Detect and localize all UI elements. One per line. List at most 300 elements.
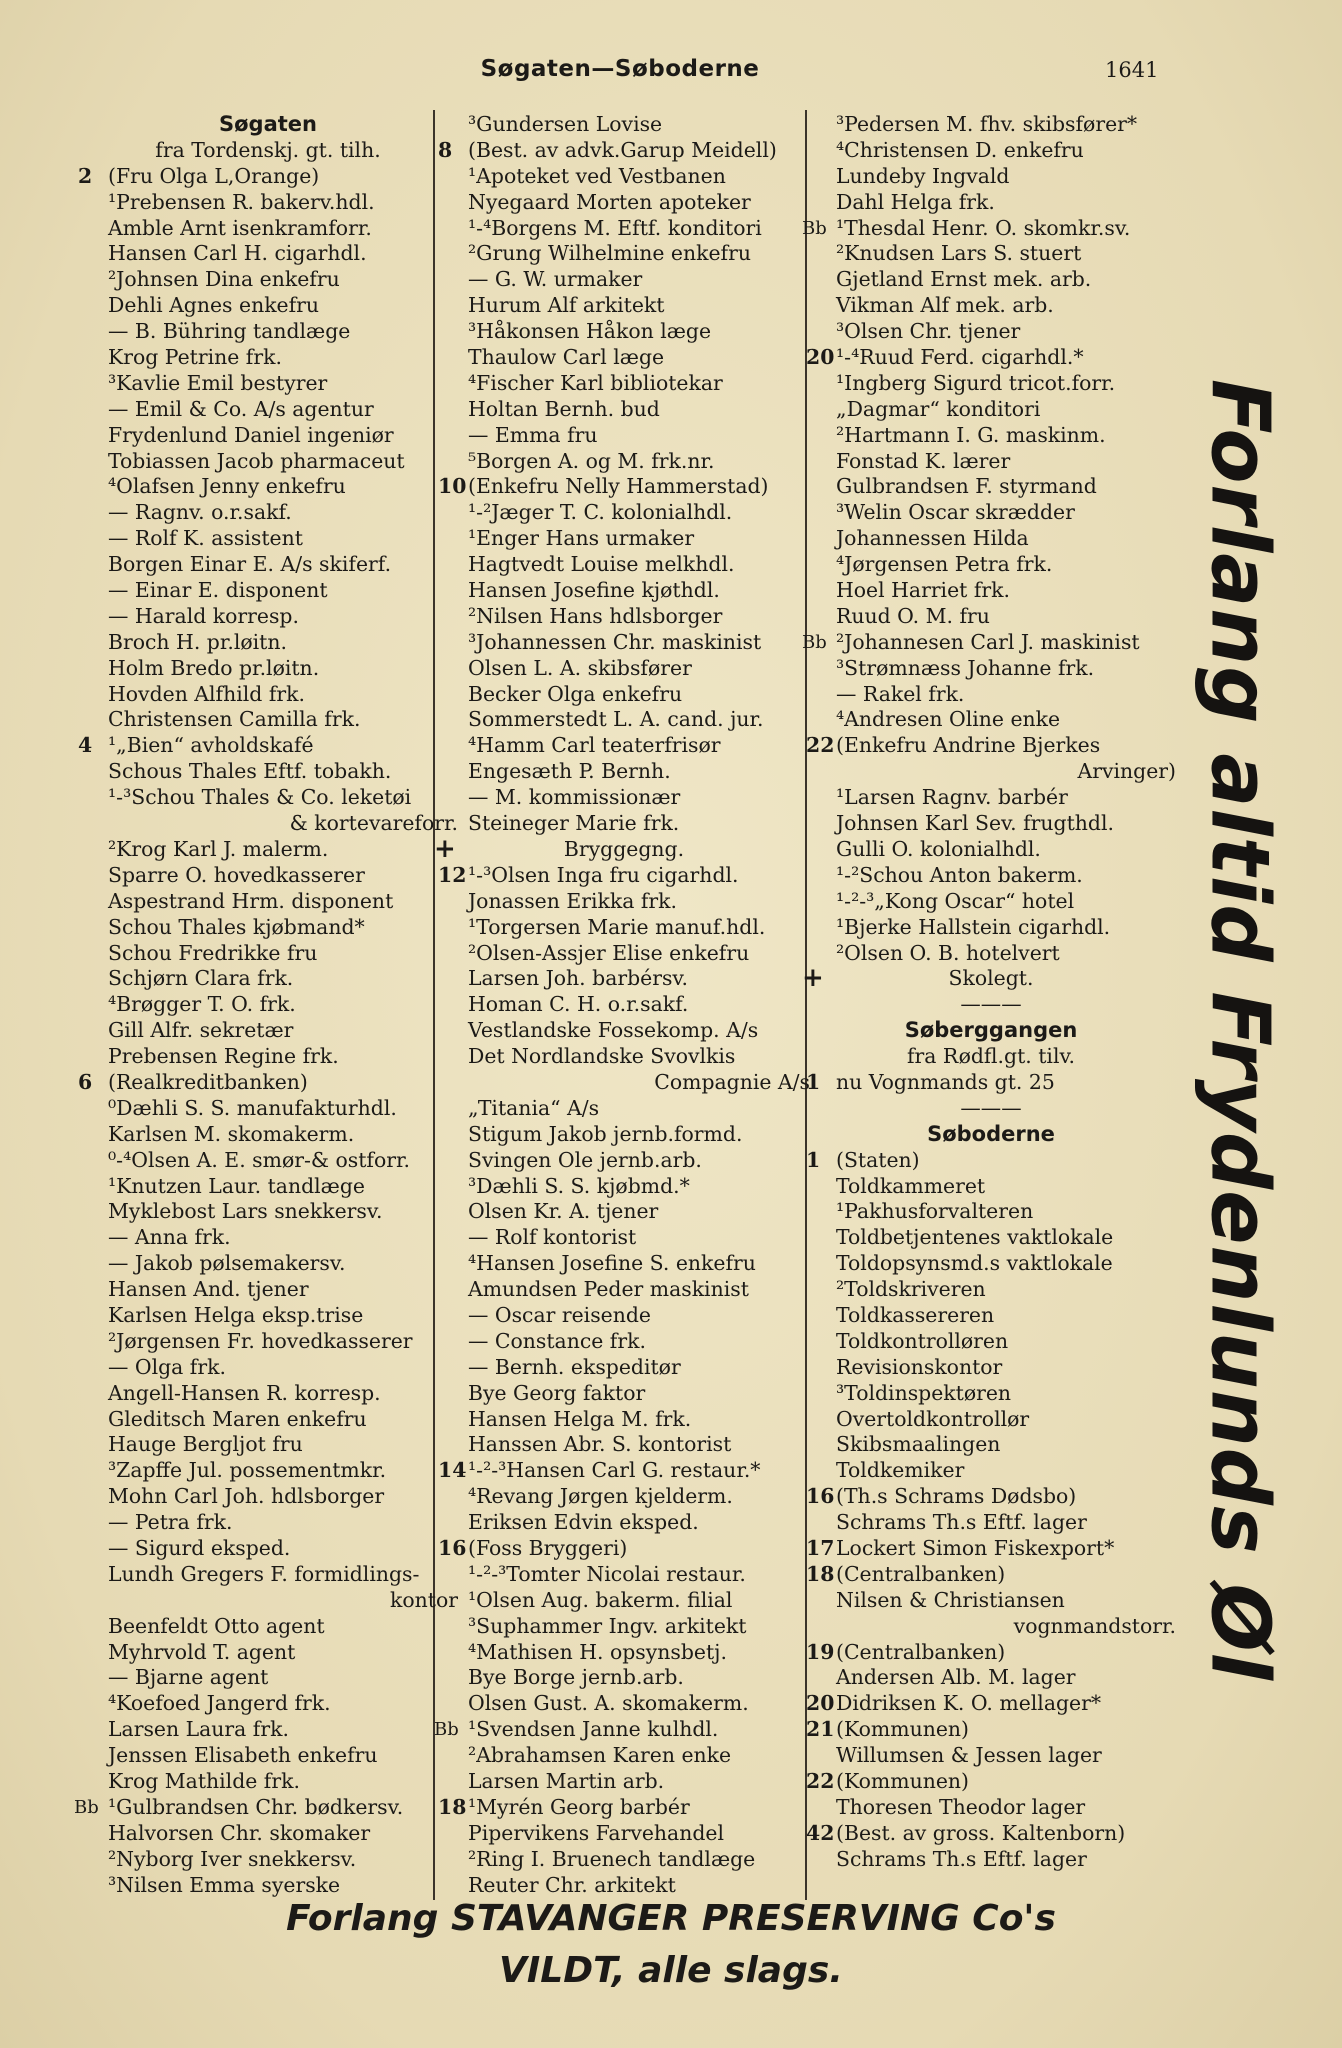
directory-entry	[806, 112, 1176, 138]
entry-text: Olsen Kr. A. tjener	[468, 1199, 659, 1224]
directory-entry	[438, 941, 810, 967]
entry-text: ²Hartmann I. G. maskinm.	[836, 422, 1106, 447]
entry-text: — Rolf kontorist	[468, 1225, 637, 1250]
entry-text: Schrams Th.s Eftf. lager	[836, 1510, 1087, 1535]
entry-text: Skibsmaalingen	[836, 1432, 1001, 1457]
directory-entry	[438, 785, 810, 811]
entry-text: Larsen Joh. barbérsv.	[468, 966, 689, 991]
entry-text: Christensen Camilla frk.	[108, 707, 361, 732]
directory-entry	[806, 1407, 1176, 1433]
directory-entry	[438, 1665, 810, 1691]
directory-entry	[438, 216, 810, 242]
directory-entry	[78, 1381, 458, 1407]
house-number: 21	[806, 1717, 835, 1742]
directory-entry	[438, 656, 810, 682]
directory-entry	[806, 449, 1176, 475]
directory-entry	[78, 1640, 458, 1666]
directory-entry	[78, 1277, 458, 1303]
entry-text: ³Gundersen Lovise	[468, 112, 663, 136]
entry-text: Hagtvedt Louise melkhdl.	[468, 552, 735, 577]
directory-entry	[78, 371, 458, 397]
directory-entry	[806, 1355, 1176, 1381]
directory-entry	[806, 1691, 1176, 1717]
centered-line: fra Tordenskj. gt. tilh.	[155, 137, 381, 162]
entry-text: ²Olsen O. B. hotelvert	[836, 940, 1060, 965]
directory-entry	[78, 1148, 458, 1174]
entry-text: ³Kavlie Emil bestyrer	[108, 370, 328, 395]
section-heading: Søberggangen	[904, 1018, 1078, 1043]
directory-entry	[434, 1717, 810, 1743]
floor-marker: Bb	[802, 631, 827, 653]
directory-entry	[78, 1251, 458, 1277]
directory-entry	[78, 707, 458, 733]
entry-text: ³Zapffe Jul. possementmkr.	[108, 1458, 387, 1483]
directory-entry	[438, 345, 810, 371]
directory-entry	[802, 963, 1176, 994]
entry-text: Ruud O. M. fru	[836, 603, 990, 628]
entry-text: Thaulow Carl læge	[468, 345, 665, 370]
directory-entry	[78, 216, 458, 242]
directory-entry	[78, 759, 458, 785]
entry-text: ¹-³Schou Thales & Co. leketøi	[108, 785, 412, 810]
entry-text: Schou Thales kjøbmand*	[108, 914, 365, 939]
house-number: 22	[806, 1769, 835, 1793]
directory-entry	[806, 1225, 1176, 1251]
directory-entry	[78, 319, 458, 345]
directory-entry	[806, 319, 1176, 345]
directory-entry	[438, 552, 810, 578]
entry-text: ¹Gulbrandsen Chr. bødkersv.	[108, 1794, 404, 1819]
directory-entry	[78, 863, 458, 889]
entry-text: ¹Svendsen Janne kulhdl.	[468, 1717, 719, 1742]
entry-text: nu Vognmands gt. 25	[836, 1069, 1055, 1094]
directory-entry	[78, 1562, 458, 1588]
directory-entry	[78, 552, 458, 578]
entry-text: — Harald korresp.	[108, 603, 299, 628]
column-1	[74, 112, 458, 1898]
directory-entry	[438, 423, 810, 449]
directory-entry	[438, 1847, 810, 1873]
directory-entry	[78, 1821, 458, 1847]
entry-text: Broch H. pr.løitn.	[108, 629, 287, 654]
entry-text: ⁰Dæhli S. S. manufakturhdl.	[108, 1095, 397, 1120]
directory-entry	[438, 138, 810, 164]
directory-entry	[438, 1562, 810, 1588]
directory-entry	[78, 1484, 458, 1510]
entry-text: ³Nilsen Emma syerske	[108, 1872, 341, 1897]
floor-marker: Bb	[802, 217, 827, 239]
directory-entry	[806, 164, 1176, 190]
directory-entry	[806, 889, 1176, 915]
entry-text: Hurum Alf arkitekt	[468, 293, 665, 318]
directory-entry	[78, 526, 458, 552]
directory-entry	[438, 1640, 810, 1666]
house-number: 22	[806, 733, 835, 758]
directory-entry	[806, 1795, 1176, 1821]
entry-text: — Rakel frk.	[836, 681, 965, 706]
entry-text: ¹-⁴Ruud Ferd. cigarhdl.*	[836, 345, 1084, 370]
entry-text: ¹Bjerke Hallstein cigarhdl.	[836, 914, 1111, 939]
entry-text: Pipervikens Farvehandel	[468, 1820, 724, 1845]
entry-text: Amundsen Peder maskinist	[468, 1277, 749, 1302]
entry-text: Holtan Bernh. bud	[468, 396, 660, 421]
entry-text: „Dagmar“ konditori	[836, 396, 1041, 421]
directory-entry	[78, 1510, 458, 1536]
directory-entry	[438, 112, 810, 138]
entry-text: Gill Alfr. sekretær	[108, 1018, 294, 1043]
directory-entry	[78, 578, 458, 604]
entry-text: Andersen Alb. M. lager	[836, 1665, 1076, 1690]
entry-text: (Best. av gross. Kaltenborn)	[836, 1820, 1126, 1845]
entry-text: Gulli O. kolonialhdl.	[836, 836, 1041, 861]
entry-text: ¹-²Jæger T. C. kolonialhdl.	[468, 500, 733, 525]
house-number: 16	[806, 1484, 835, 1509]
page-number: 1641	[1105, 58, 1159, 82]
directory-entry	[78, 1873, 458, 1899]
house-number: 1	[806, 1069, 821, 1094]
directory-entry	[438, 371, 810, 397]
entry-text: ²Johannesen Carl J. maskinist	[836, 629, 1140, 654]
entry-text: Hanssen Abr. S. kontorist	[468, 1432, 732, 1457]
directory-entry	[78, 1407, 458, 1433]
entry-text: ⁴Fischer Karl bibliotekar	[468, 370, 723, 395]
directory-entry	[78, 138, 458, 164]
entry-text: Jenssen Elisabeth enkefru	[108, 1743, 378, 1768]
directory-entry	[806, 578, 1176, 604]
directory-entry	[438, 1510, 810, 1536]
entry-continuation: vognmandstorr.	[1013, 1613, 1176, 1638]
entry-text: ¹Prebensen R. bakerv.hdl.	[108, 189, 375, 214]
entry-text: Amble Arnt isenkramforr.	[108, 215, 372, 240]
entry-text: ⁴Christensen D. enkefru	[836, 137, 1084, 162]
directory-entry	[438, 474, 810, 500]
entry-text: Schrams Th.s Eftf. lager	[836, 1846, 1087, 1871]
directory-entry	[806, 1251, 1176, 1277]
entry-text: — Anna frk.	[108, 1225, 231, 1250]
entry-text: Hovden Alfhild frk.	[108, 681, 305, 706]
entry-text: Vestlandske Fossekomp. A/s	[468, 1018, 759, 1043]
entry-text: — Petra frk.	[108, 1510, 233, 1535]
entry-text: Prebensen Regine frk.	[108, 1044, 339, 1069]
directory-entry	[438, 604, 810, 630]
directory-entry	[78, 1536, 458, 1562]
entry-text: ²Toldskriveren	[836, 1277, 986, 1302]
house-number: 17	[806, 1535, 835, 1560]
entry-text: ⁴Mathisen H. opsynsbetj.	[468, 1639, 727, 1664]
entry-text: Hoel Harriet frk.	[836, 578, 1010, 603]
entry-text: Hansen And. tjener	[108, 1277, 309, 1302]
entry-text: Holm Bredo pr.løitn.	[108, 655, 320, 680]
entry-text: Homan C. H. o.r.sakf.	[468, 992, 689, 1017]
directory-entry	[438, 1484, 810, 1510]
directory-entry	[438, 889, 810, 915]
entry-text: ²Ring I. Bruenech tandlæge	[468, 1846, 756, 1871]
centered-line: ———	[960, 992, 1022, 1017]
house-number: 4	[78, 733, 93, 758]
directory-entry	[74, 1794, 458, 1821]
directory-entry	[438, 526, 810, 552]
entry-text: ⁴Hamm Carl teaterfrisør	[468, 733, 721, 758]
directory-entry	[806, 604, 1176, 630]
column-3	[802, 112, 1176, 1873]
entry-text: ¹Ingberg Sigurd tricot.forr.	[836, 370, 1116, 395]
directory-entry	[806, 785, 1176, 811]
entry-text: Engesæth P. Bernh.	[468, 759, 671, 784]
entry-text: Myhrvold T. agent	[108, 1639, 296, 1664]
directory-entry	[78, 267, 458, 293]
directory-entry	[806, 1303, 1176, 1329]
entry-text: (Kommunen)	[836, 1717, 970, 1742]
directory-entry	[78, 190, 458, 216]
directory-entry	[78, 811, 458, 837]
directory-entry	[806, 397, 1176, 423]
directory-entry	[806, 1769, 1176, 1795]
entry-text: ¹-²-³Tomter Nicolai restaur.	[468, 1561, 746, 1586]
entry-text: ¹-³Olsen Inga fru cigarhdl.	[468, 862, 739, 887]
entry-text: Hansen Helga M. frk.	[468, 1406, 692, 1431]
cross-street-marker: +	[802, 963, 824, 994]
directory-entry	[438, 1873, 810, 1899]
house-number: 10	[438, 474, 467, 499]
entry-text: Jonassen Erikka frk.	[468, 888, 677, 913]
entry-text: Stigum Jakob jernb.formd.	[468, 1121, 743, 1146]
directory-entry	[806, 500, 1176, 526]
directory-entry	[438, 1303, 810, 1329]
directory-entry	[438, 319, 810, 345]
entry-text: — M. kommissionær	[468, 785, 681, 810]
entry-text: Larsen Martin arb.	[468, 1769, 665, 1793]
directory-entry	[78, 630, 458, 656]
entry-text: Eriksen Edvin eksped.	[468, 1510, 699, 1535]
entry-continuation: Compagnie A/s	[654, 1069, 810, 1094]
directory-entry	[438, 1174, 810, 1200]
entry-text: Frydenlund Daniel ingeniør	[108, 422, 394, 447]
directory-entry	[806, 526, 1176, 552]
directory-entry	[438, 578, 810, 604]
entry-text: Toldkammeret	[836, 1173, 986, 1198]
house-number: 14	[438, 1458, 467, 1483]
entry-text: ⁴Andresen Oline enke	[836, 707, 1061, 732]
entry-text: Tobiassen Jacob pharmaceut	[108, 448, 405, 473]
entry-text: Aspestrand Hrm. disponent	[108, 888, 394, 913]
entry-text: Toldbetjentenes vaktlokale	[836, 1225, 1114, 1250]
directory-entry	[806, 1640, 1176, 1666]
directory-entry	[438, 1251, 810, 1277]
entry-text: ⁴Hansen Josefine S. enkefru	[468, 1251, 756, 1276]
directory-entry	[438, 1044, 810, 1070]
entry-continuation: Arvinger)	[1077, 759, 1176, 784]
directory-entry	[78, 1665, 458, 1691]
entry-text: Lundh Gregers F. formidlings-	[108, 1561, 420, 1586]
directory-entry	[438, 397, 810, 423]
directory-entry	[438, 267, 810, 293]
entry-text: ¹Pakhusforvalteren	[836, 1199, 1034, 1224]
directory-entry	[438, 1691, 810, 1717]
entry-text: Bye Borge jernb.arb.	[468, 1665, 684, 1690]
directory-entry	[806, 1122, 1176, 1148]
entry-text: Krog Mathilde frk.	[108, 1769, 300, 1793]
directory-entry	[806, 267, 1176, 293]
directory-entry	[78, 423, 458, 449]
directory-entry	[806, 241, 1176, 267]
directory-entry	[438, 707, 810, 733]
directory-entry	[806, 190, 1176, 216]
centered-line: fra Rødfl.gt. tilv.	[906, 1044, 1076, 1069]
house-number: 6	[78, 1069, 93, 1094]
entry-text: ²Nyborg Iver snekkersv.	[108, 1846, 357, 1871]
entry-text: Johnsen Karl Sev. frugthdl.	[836, 811, 1114, 836]
directory-entry	[438, 1355, 810, 1381]
entry-text: (Th.s Schrams Dødsbo)	[836, 1484, 1077, 1509]
entry-text: Bye Georg faktor	[468, 1380, 646, 1405]
directory-entry	[78, 1743, 458, 1769]
directory-entry	[806, 1821, 1176, 1847]
directory-entry	[78, 1847, 458, 1873]
house-number: 18	[438, 1794, 467, 1819]
directory-entry	[806, 1484, 1176, 1510]
directory-entry	[78, 293, 458, 319]
entry-text: Det Nordlandske Svovlkis	[468, 1044, 736, 1069]
directory-entry	[438, 190, 810, 216]
directory-entry	[78, 889, 458, 915]
entry-text: Mohn Carl Joh. hdlsborger	[108, 1484, 385, 1509]
entry-text: Gleditsch Maren enkefru	[108, 1406, 367, 1431]
entry-text: ⁰-⁴Olsen A. E. smør-& ostforr.	[108, 1147, 410, 1172]
directory-entry	[78, 1458, 458, 1484]
directory-entry	[806, 1070, 1176, 1096]
directory-entry	[806, 474, 1176, 500]
directory-entry	[78, 1691, 458, 1717]
section-heading: Søboderne	[927, 1121, 1055, 1146]
footer-advertisement-line-2: VILDT, alle slags.	[499, 1950, 843, 1991]
directory-entry	[438, 1795, 810, 1821]
entry-text: Lockert Simon Fiskexport*	[836, 1535, 1115, 1560]
entry-text: ³Toldinspektøren	[836, 1380, 1012, 1405]
centered-line: Skolegt.	[948, 966, 1034, 991]
directory-entry	[78, 474, 458, 500]
entry-text: Steineger Marie frk.	[468, 811, 680, 836]
entry-text: ³Suphammer Ingv. arkitekt	[468, 1613, 747, 1638]
entry-text: (Staten)	[836, 1147, 920, 1172]
directory-entry	[438, 449, 810, 475]
directory-entry	[438, 1225, 810, 1251]
directory-entry	[806, 915, 1176, 941]
entry-text: Didriksen K. O. mellager*	[836, 1691, 1102, 1716]
section-heading: Søgaten	[219, 112, 317, 136]
entry-text: Hauge Bergljot fru	[108, 1432, 303, 1457]
entry-text: (Enkefru Nelly Hammerstad)	[468, 474, 769, 499]
side-advertisement	[1175, 379, 1305, 1681]
entry-text: Fonstad K. lærer	[836, 448, 1011, 473]
directory-entry	[806, 1018, 1176, 1044]
entry-text: Myklebost Lars snekkersv.	[108, 1199, 383, 1224]
house-number: 20	[806, 1691, 835, 1716]
directory-entry	[806, 992, 1176, 1018]
house-number: 1	[806, 1147, 821, 1172]
entry-text: ⁴Brøgger T. O. frk.	[108, 992, 296, 1017]
directory-entry	[802, 215, 1176, 242]
entry-text: Larsen Laura frk.	[108, 1717, 289, 1742]
entry-text: — Emil & Co. A/s agentur	[108, 396, 374, 421]
directory-entry	[806, 759, 1176, 785]
directory-entry	[806, 1614, 1176, 1640]
directory-entry	[78, 500, 458, 526]
cross-street-marker: +	[434, 833, 456, 864]
directory-entry	[806, 1044, 1176, 1070]
directory-entry	[78, 397, 458, 423]
entry-text: Lundeby Ingvald	[836, 163, 1010, 188]
entry-text: — Ragnv. o.r.sakf.	[108, 500, 292, 525]
directory-entry	[438, 863, 810, 889]
entry-text: Revisionskontor	[836, 1354, 1003, 1379]
entry-text: Johannessen Hilda	[836, 526, 1029, 551]
entry-text: ³Strømnæss Johanne frk.	[836, 655, 1095, 680]
entry-text: ³Johannessen Chr. maskinist	[468, 629, 762, 654]
directory-entry	[806, 733, 1176, 759]
directory-entry	[78, 992, 458, 1018]
entry-text: Thoresen Theodor lager	[836, 1794, 1086, 1819]
directory-entry	[806, 1847, 1176, 1873]
directory-entry	[78, 1122, 458, 1148]
entry-text: Sparre O. hovedkasserer	[108, 862, 365, 887]
house-number: 42	[806, 1820, 835, 1845]
directory-entry	[438, 1407, 810, 1433]
directory-entry	[806, 1174, 1176, 1200]
entry-text: Schou Fredrikke fru	[108, 940, 318, 965]
page-header	[0, 56, 1342, 96]
entry-text: Krog Petrine frk.	[108, 345, 282, 370]
entry-text: ¹-²-³Hansen Carl G. restaur.*	[468, 1458, 761, 1483]
directory-entry	[438, 1199, 810, 1225]
entry-text: ⁴Olafsen Jenny enkefru	[108, 474, 346, 499]
entry-text: Hansen Carl H. cigarhdl.	[108, 241, 367, 266]
house-number: 2	[78, 163, 93, 188]
directory-entry	[806, 1458, 1176, 1484]
entry-text: Hansen Josefine kjøthdl.	[468, 578, 720, 603]
entry-text: — Oscar reisende	[468, 1302, 651, 1327]
entry-text: (Kommunen)	[836, 1769, 970, 1793]
entry-text: Sommerstedt L. A. cand. jur.	[468, 707, 764, 732]
entry-text: ¹Apoteket ved Vestbanen	[468, 163, 726, 188]
directory-entry	[806, 1199, 1176, 1225]
entry-text: ¹-²Schou Anton bakerm.	[836, 862, 1083, 887]
directory-entry	[438, 733, 810, 759]
directory-entry	[78, 915, 458, 941]
entry-text: ¹Knutzen Laur. tandlæge	[108, 1173, 365, 1198]
entry-continuation: kontor	[390, 1587, 458, 1612]
directory-entry	[806, 1148, 1176, 1174]
house-number: 19	[806, 1639, 835, 1664]
directory-entry	[78, 1303, 458, 1329]
directory-entry	[438, 293, 810, 319]
entry-text: Toldopsynsmd.s vaktlokale	[836, 1251, 1113, 1276]
directory-entry	[438, 1614, 810, 1640]
directory-entry	[806, 1329, 1176, 1355]
directory-entry	[78, 682, 458, 708]
entry-text: Gjetland Ernst mek. arb.	[836, 267, 1092, 292]
directory-entry	[78, 1096, 458, 1122]
directory-entry	[438, 164, 810, 190]
house-number: 16	[438, 1535, 467, 1560]
directory-entry	[806, 707, 1176, 733]
directory-entry	[806, 1588, 1176, 1614]
directory-entry	[806, 293, 1176, 319]
directory-entry	[438, 1769, 810, 1795]
directory-entry	[78, 241, 458, 267]
directory-entry	[806, 1536, 1176, 1562]
entry-text: Olsen Gust. A. skomakerm.	[468, 1691, 749, 1716]
entry-text: ⁴Revang Jørgen kjelderm.	[468, 1484, 733, 1509]
